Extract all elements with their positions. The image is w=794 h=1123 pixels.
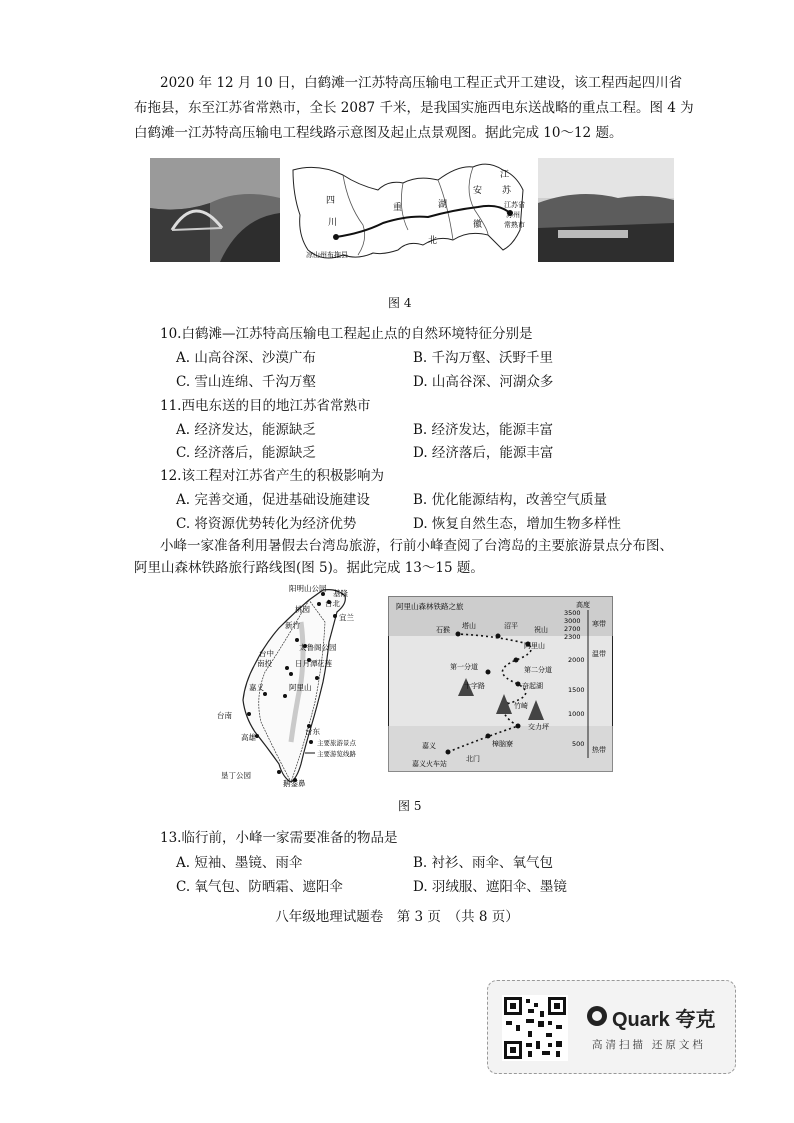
- q11-stem: 11.西电东送的目的地江苏省常熟市: [160, 398, 371, 414]
- q10-option-a: A. 山高谷深、沙漠广布: [176, 350, 316, 366]
- q10-option-c: C. 雪山连绵、千沟万壑: [176, 374, 316, 390]
- qr-code-icon[interactable]: [502, 995, 568, 1061]
- figure4-map: [288, 155, 528, 267]
- quark-brand: Quark 夸克: [612, 1009, 716, 1031]
- ali-zhuqi: 竹崎: [514, 702, 528, 710]
- q12-option-c: C. 将资源优势转化为经济优势: [176, 516, 357, 532]
- ali-tick-3000: 3000: [564, 617, 581, 625]
- tw-label-kending: 垦丁公园: [221, 771, 251, 780]
- ali-band-hot: 热带: [592, 746, 606, 754]
- ali-tick-1000: 1000: [568, 710, 585, 718]
- q12-stem: 12.该工程对江苏省产生的积极影响为: [160, 468, 384, 484]
- ali-beimen: 北门: [466, 755, 480, 763]
- ali-second-branch: 第二分道: [524, 666, 552, 674]
- ali-tick-500: 500: [572, 740, 585, 748]
- alishan-railway-map: [388, 596, 613, 772]
- map-label-jiang: 江: [500, 170, 510, 180]
- changshu-photo-art: [538, 158, 674, 262]
- ali-tick-2700: 2700: [564, 625, 581, 633]
- changshu-photo: [538, 158, 674, 262]
- q11-option-a: A. 经济发达，能源缺乏: [176, 422, 316, 438]
- ali-alishan: 阿里山: [524, 642, 545, 650]
- quark-scan-badge[interactable]: [487, 980, 736, 1074]
- tw-label-eluanbi: 鹅銮鼻: [283, 779, 306, 787]
- map-label-sichuan2: 川: [328, 218, 338, 228]
- ali-jiayi-station: 嘉义火车站: [412, 760, 447, 768]
- map-label-suzhou: 苏州: [506, 211, 520, 219]
- tw-label-tainan: 台南: [217, 711, 232, 720]
- q13-option-d: D. 羽绒服、遮阳伞、墨镜: [413, 879, 567, 895]
- taiwan-map: [205, 582, 380, 787]
- map-label-chong: 重: [393, 203, 403, 213]
- figure5-caption: 图 5: [398, 799, 422, 813]
- ali-title: 阿里山森林铁路之旅: [396, 602, 464, 611]
- map-label-butuo: 凉山州布拖县: [306, 251, 348, 259]
- ali-height-label: 高度: [576, 601, 590, 609]
- map-label-changshu: 常熟市: [504, 221, 525, 229]
- tw-label-yilan: 宜兰: [339, 613, 354, 622]
- tw-label-sunmoon: 日月潭: [295, 659, 318, 668]
- ali-tick-2000: 2000: [568, 656, 585, 664]
- quark-slogan: 高清扫描 还原文档: [592, 1039, 706, 1051]
- tw-label-taoyuan: 桃园: [295, 605, 310, 614]
- ali-zhangnaoliao: 樟脑寮: [492, 740, 513, 748]
- q11-option-c: C. 经济落后，能源缺乏: [176, 445, 316, 461]
- ali-zhaoping: 沼平: [504, 622, 518, 630]
- tw-label-taroko: 太鲁阁公园: [299, 643, 337, 652]
- q13-option-c: C. 氧气包、防晒霜、遮阳伞: [176, 879, 343, 895]
- q10-option-b: B. 千沟万壑、沃野千里: [413, 350, 554, 366]
- map-label-an: 安: [473, 186, 483, 196]
- ali-zhushan: 祝山: [534, 626, 548, 634]
- tw-legend-point: 主要旅游景点: [317, 739, 356, 747]
- baihetan-photo-art: [150, 158, 280, 262]
- tw-label-jilong: 基隆: [333, 589, 348, 598]
- tw-label-yangmingshan: 阳明山公园: [289, 584, 327, 593]
- intro2-line-1: 小峰一家准备利用暑假去台湾岛旅游，行前小峰查阅了台湾岛的主要旅游景点分布图、: [160, 538, 673, 554]
- map-label-hui: 徽: [473, 220, 483, 230]
- ali-jiaoliping: 交力坪: [528, 723, 549, 731]
- q11-option-d: D. 经济落后，能源丰富: [413, 445, 554, 461]
- ali-band-warm: 温带: [592, 650, 606, 658]
- page-footer: 八年级地理试题卷 第 3 页 （共 8 页）: [275, 909, 519, 925]
- baihetan-photo: [150, 158, 280, 262]
- q11-option-b: B. 经济发达，能源丰富: [413, 422, 554, 438]
- figure4-caption: 图 4: [388, 296, 412, 310]
- intro-line-3: 白鹤滩一江苏特高压输电工程线路示意图及起止点景观图。据此完成 10～12 题。: [134, 125, 623, 141]
- q12-option-a: A. 完善交通，促进基础设施建设: [176, 492, 370, 508]
- q13-option-b: B. 衬衫、雨伞、氧气包: [413, 855, 554, 871]
- q13-stem: 13.临行前，小峰一家需要准备的物品是: [160, 830, 398, 846]
- ali-shierlu: 十字路: [464, 682, 485, 690]
- tw-legend-line: 主要游览线路: [317, 750, 356, 758]
- map-label-hu: 湖: [438, 200, 448, 210]
- ali-band-cold: 寒带: [592, 620, 606, 628]
- ali-tashan: 塔山: [462, 622, 476, 630]
- q13-option-a: A. 短袖、墨镜、雨伞: [176, 855, 303, 871]
- intro2-line-2: 阿里山森林铁路旅行路线图(图 5)。据此完成 13～15 题。: [134, 560, 484, 576]
- intro-line-2: 布拖县，东至江苏省常熟市，全长 2087 千米，是我国实施西电东送战略的重点工程。图 4 为: [134, 100, 694, 116]
- intro-line-1: 2020 年 12 月 10 日，白鹤滩一江苏特高压输电工程正式开工建设，该工程西起四川省: [160, 75, 683, 91]
- ali-tick-2300: 2300: [564, 633, 581, 641]
- tw-label-alishan: 阿里山: [289, 683, 312, 692]
- tw-label-taizhong: 台中: [259, 649, 274, 658]
- q12-option-b: B. 优化能源结构，改善空气质量: [413, 492, 608, 508]
- q12-option-d: D. 恢复自然生态，增加生物多样性: [413, 516, 621, 532]
- ali-first-branch: 第一分道: [450, 663, 478, 671]
- tw-label-gaoxiong: 高雄: [241, 733, 256, 742]
- tw-label-taibei: 台北: [325, 599, 340, 608]
- ali-jiayi: 嘉义: [422, 742, 436, 750]
- map-label-sichuan1: 四: [326, 196, 336, 206]
- tw-label-hualian: 花莲: [317, 659, 332, 668]
- ali-tick-3500: 3500: [564, 609, 581, 617]
- tw-label-taidong: 台东: [305, 727, 320, 736]
- q10-option-d: D. 山高谷深、河湖众多: [413, 374, 554, 390]
- q10-stem: 10.白鹤滩—江苏特高压输电工程起止点的自然环境特征分别是: [160, 326, 533, 342]
- quark-logo-icon: [586, 1005, 608, 1027]
- map-label-jiangsusheng: 江苏省: [504, 201, 525, 209]
- tw-label-jiayi: 嘉义: [249, 683, 264, 692]
- map-label-bei: 北: [428, 236, 438, 246]
- ali-shihou: 石猴: [436, 626, 450, 634]
- map-label-su: 苏: [502, 186, 512, 196]
- tw-label-xinzhu: 新竹: [285, 621, 300, 630]
- ali-fenqihu: 奋起湖: [522, 682, 543, 690]
- tw-label-nantou: 南投: [257, 659, 272, 668]
- ali-tick-1500: 1500: [568, 686, 585, 694]
